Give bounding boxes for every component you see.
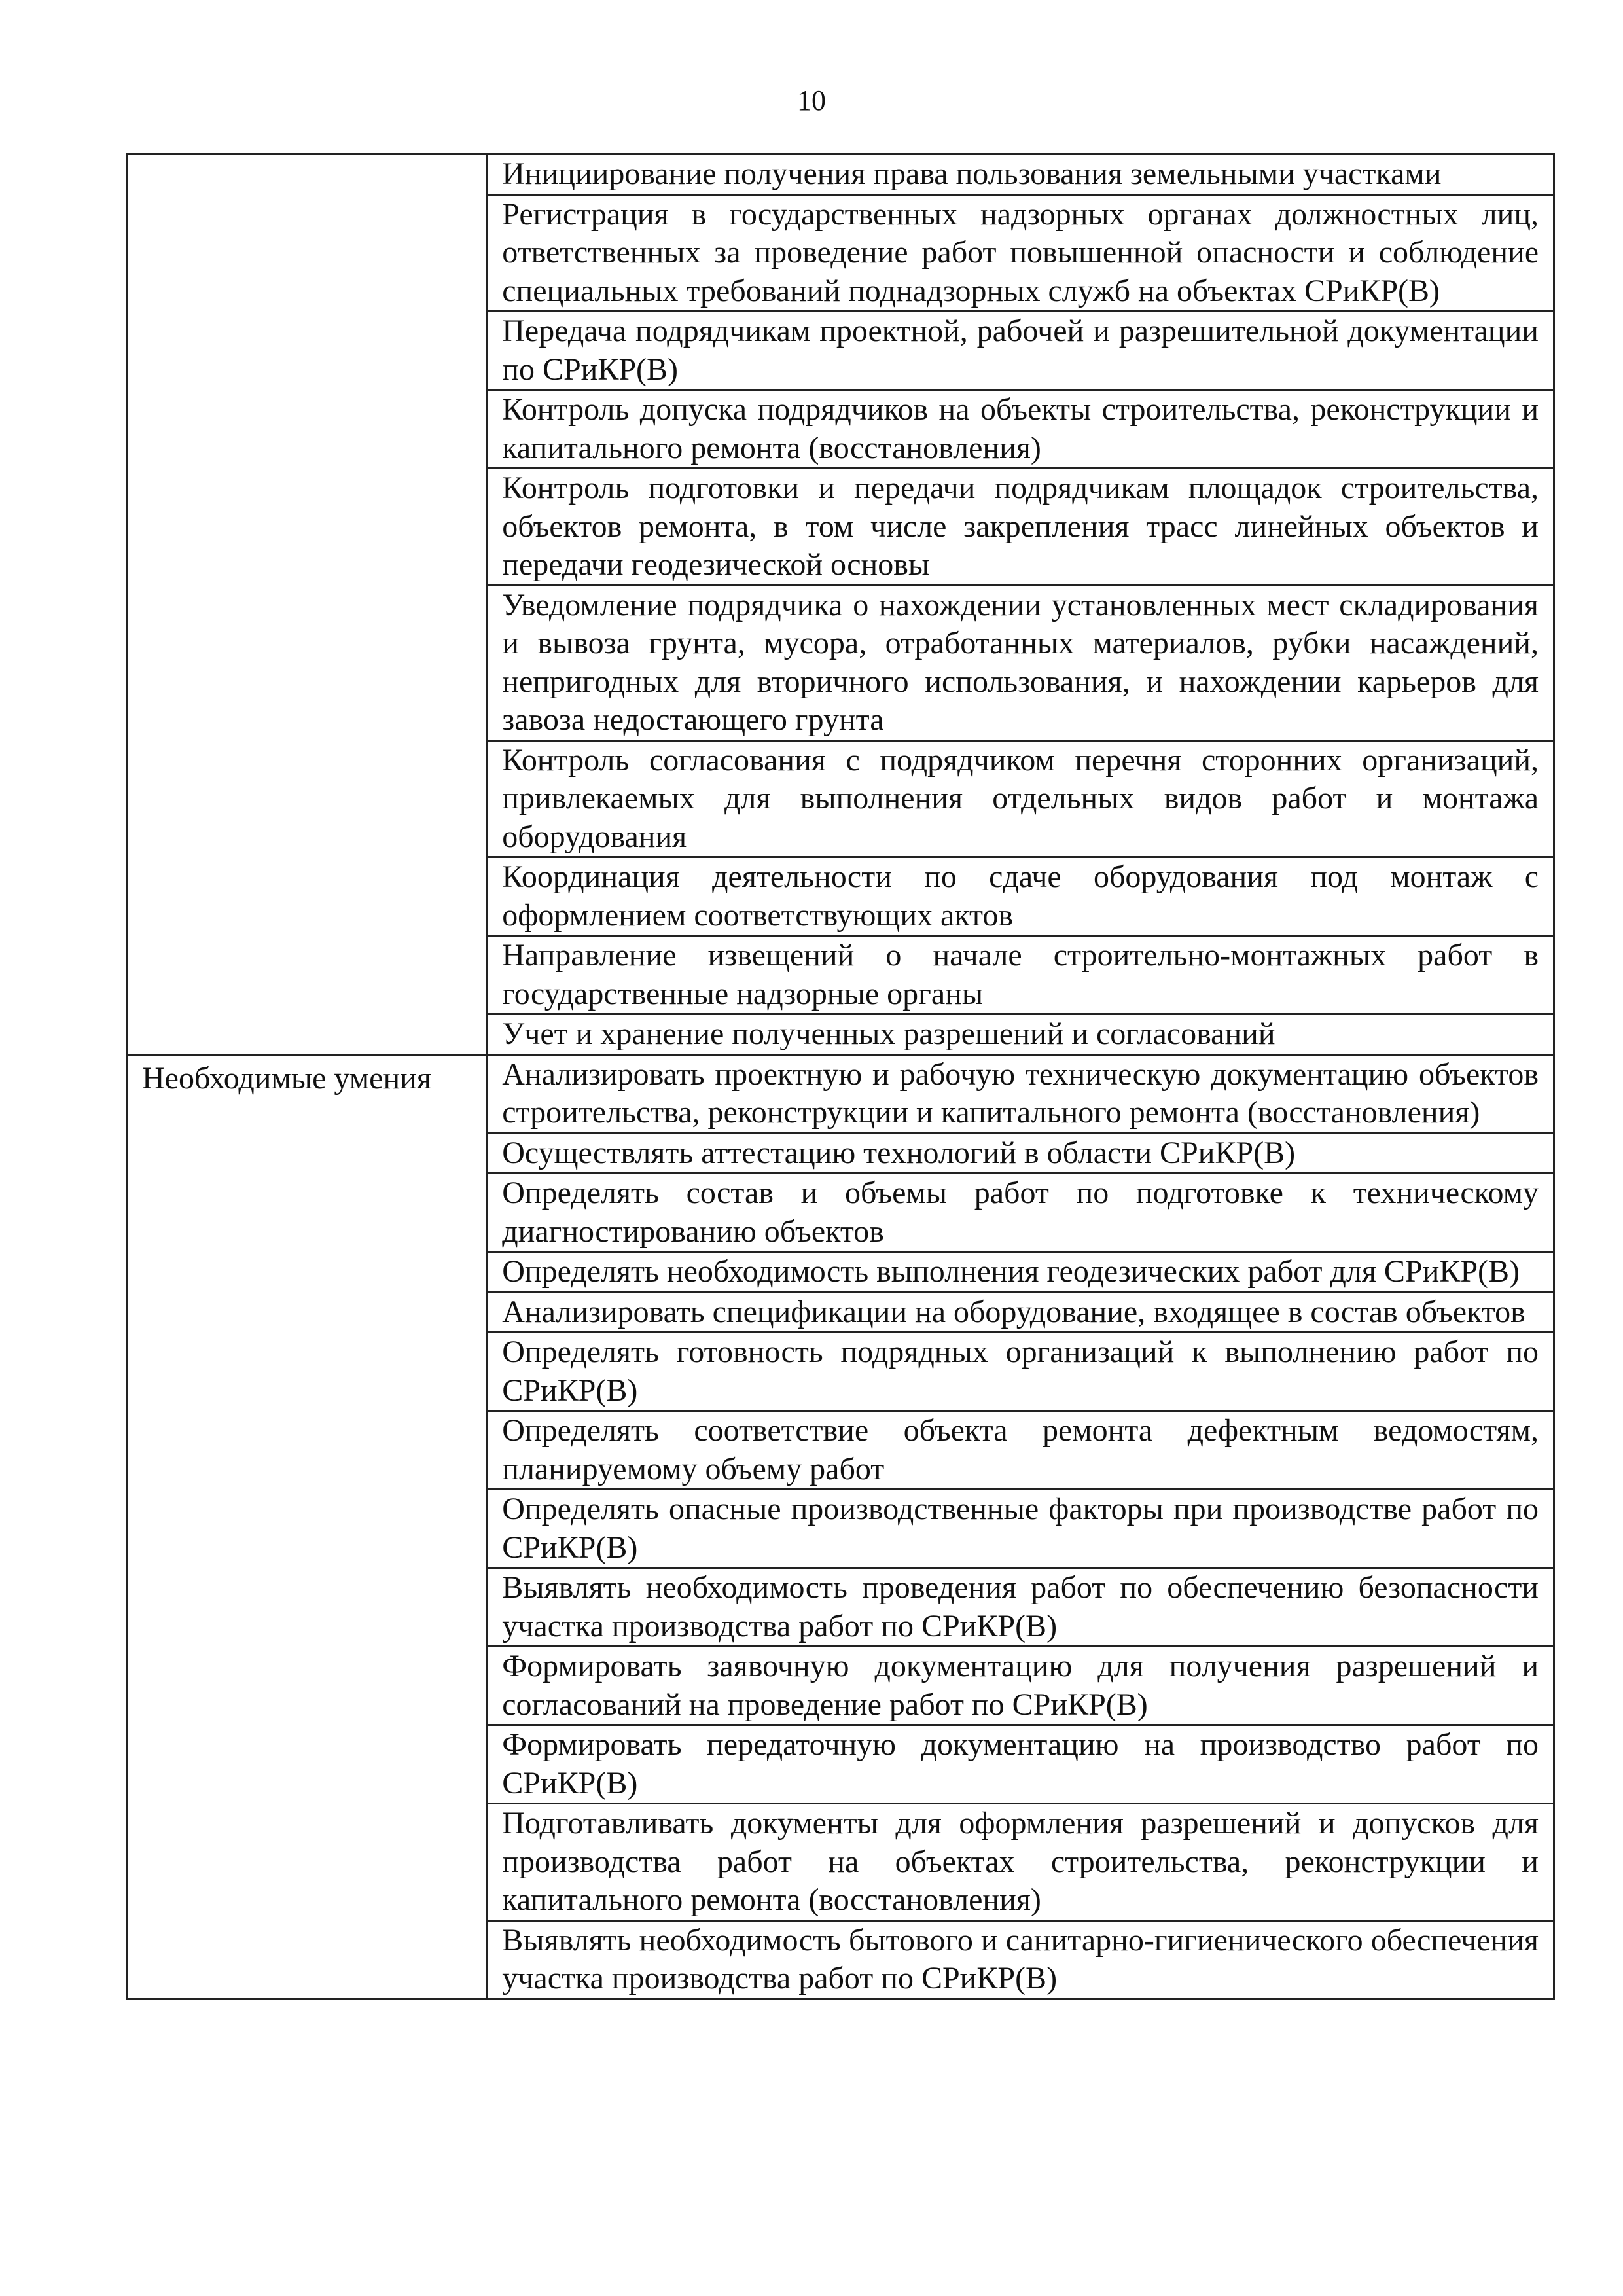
- group-label: [128, 155, 486, 159]
- page-number: 10: [797, 84, 826, 117]
- item-text: Учет и хранение полученных разрешений и согласований: [502, 1016, 1275, 1051]
- item-text: Координация деятельности по сдаче оборудования под монтаж с оформлением соответствующих актов: [502, 859, 1539, 933]
- item-cell: [487, 154, 1554, 195]
- item-cell: [487, 1252, 1554, 1293]
- item-cell: [487, 1725, 1554, 1804]
- item-cell: [487, 390, 1554, 469]
- item-text: Определять готовность подрядных организаций к выполнению работ по СРиКР(В): [502, 1335, 1539, 1408]
- item-text: Контроль допуска подрядчиков на объекты строительства, реконструкции и капитального ремонта (восстановления): [502, 392, 1539, 465]
- item-text: Анализировать проектную и рабочую техническую документацию объектов строительства, реконструкции и капитального ремонта (восстановления): [502, 1056, 1539, 1130]
- item-cell: [487, 1804, 1554, 1921]
- item-cell: [487, 1292, 1554, 1333]
- item-cell: [487, 585, 1554, 740]
- functions-table: [126, 153, 1555, 2000]
- item-text: Подготавливать документы для оформления разрешений и допусков для производства работ на объектах строительства, реконструкции и капитального ремонта (восстановления): [502, 1806, 1539, 1917]
- item-cell: [487, 1411, 1554, 1490]
- item-text: Передача подрядчикам проектной, рабочей и разрешительной документации по СРиКР(В): [502, 314, 1539, 387]
- item-cell: [487, 1133, 1554, 1174]
- item-cell: [487, 1647, 1554, 1725]
- item-text: Выявлять необходимость проведения работ по обеспечению безопасности участка производства работ по СРиКР(В): [502, 1570, 1539, 1643]
- item-cell: [487, 936, 1554, 1014]
- item-text: Анализировать спецификации на оборудование, входящее в состав объектов: [502, 1294, 1525, 1329]
- item-cell: [487, 1568, 1554, 1647]
- item-text: Направление извещений о начале строительно-монтажных работ в государственные надзорные органы: [502, 938, 1539, 1011]
- item-text: Выявлять необходимость бытового и санитарно-гигиенического обеспечения участка производства работ по СРиКР(В): [502, 1922, 1539, 1996]
- item-cell: [487, 312, 1554, 390]
- item-text: Формировать передаточную документацию на производство работ по СРиКР(В): [502, 1727, 1539, 1801]
- group-label-cell: [127, 154, 487, 1055]
- table-row: [127, 154, 1554, 195]
- item-cell: [487, 1920, 1554, 1999]
- item-text: Уведомление подрядчика о нахождении установленных мест складирования и вывоза грунта, мусора, отработанных материалов, рубки насаждений, непригодных для вторичного использования, и нахождении карьеров для завоза недостающего грунта: [502, 587, 1539, 737]
- item-cell: [487, 857, 1554, 936]
- item-cell: [487, 740, 1554, 857]
- group-label: Необходимые умения: [142, 1060, 431, 1096]
- item-text: Инициирование получения права пользования земельными участками: [502, 156, 1442, 191]
- item-cell: [487, 1333, 1554, 1411]
- item-text: Регистрация в государственных надзорных органах должностных лиц, ответственных за проведение работ повышенной опасности и соблюдение специальных требований поднадзорных служб на объектах СРиКР(В): [502, 196, 1539, 308]
- item-cell: [487, 1054, 1554, 1133]
- group-label-cell: [127, 1054, 487, 1999]
- item-text: Контроль согласования с подрядчиком перечня сторонних организаций, привлекаемых для выполнения отдельных видов работ и монтажа оборудования: [502, 742, 1539, 854]
- item-text: Определять соответствие объекта ремонта дефектным ведомостям, планируемому объему работ: [502, 1413, 1539, 1486]
- item-cell: [487, 1174, 1554, 1252]
- item-cell: [487, 1490, 1554, 1568]
- table-row: [127, 1054, 1554, 1133]
- item-text: Определять опасные производственные факторы при производстве работ по СРиКР(В): [502, 1492, 1539, 1565]
- item-cell: [487, 469, 1554, 586]
- item-text: Определять необходимость выполнения геодезических работ для СРиКР(В): [502, 1254, 1520, 1289]
- item-cell: [487, 1014, 1554, 1055]
- item-text: Определять состав и объемы работ по подготовке к техническому диагностированию объектов: [502, 1175, 1539, 1249]
- item-text: Формировать заявочную документацию для получения разрешений и согласований на проведение работ по СРиКР(В): [502, 1649, 1539, 1722]
- item-text: Контроль подготовки и передачи подрядчикам площадок строительства, объектов ремонта, в том числе закрепления трасс линейных объектов и передачи геодезической основы: [502, 471, 1539, 582]
- item-cell: [487, 194, 1554, 312]
- item-text: Осуществлять аттестацию технологий в области СРиКР(В): [502, 1135, 1296, 1170]
